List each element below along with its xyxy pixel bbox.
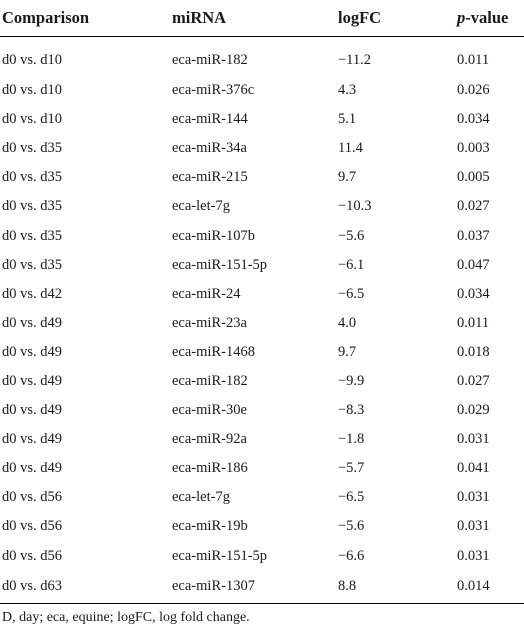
cell-mirna: eca-miR-151-5p: [172, 256, 268, 273]
cell-comparison: d0 vs. d56: [2, 489, 63, 506]
cell-mirna: eca-miR-376c: [172, 82, 255, 99]
cell-mirna: eca-miR-24: [172, 285, 241, 302]
cell-pvalue: 0.031: [457, 431, 490, 448]
table-row: [0, 512, 524, 541]
cell-comparison: d0 vs. d49: [2, 431, 63, 448]
cell-comparison: d0 vs. d56: [2, 518, 63, 535]
cell-mirna: eca-miR-1468: [172, 343, 255, 360]
cell-mirna: eca-miR-182: [172, 372, 248, 389]
cell-logfc: −11.2: [338, 52, 372, 68]
cell-pvalue: 0.011: [457, 314, 490, 331]
table-row: [0, 396, 524, 425]
cell-mirna: eca-let-7g: [172, 198, 230, 215]
header-logfc: logFC: [338, 0, 457, 37]
cell-logfc: −5.6: [338, 227, 365, 244]
cell-mirna: eca-miR-107b: [172, 227, 255, 244]
cell-logfc: −10.3: [338, 198, 372, 215]
table-row: [0, 76, 524, 105]
cell-comparison: d0 vs. d10: [2, 111, 63, 128]
cell-pvalue: 0.034: [457, 111, 490, 128]
header-pvalue-rest: -value: [465, 8, 509, 27]
cell-mirna: eca-miR-23a: [172, 314, 247, 331]
cell-pvalue: 0.003: [457, 140, 490, 157]
cell-pvalue: 0.041: [457, 460, 490, 477]
cell-logfc: −6.6: [338, 547, 365, 564]
cell-logfc: 5.1: [338, 111, 357, 128]
cell-pvalue: 0.027: [457, 198, 490, 215]
cell-logfc: 11.4: [338, 140, 363, 157]
cell-pvalue: 0.026: [457, 82, 490, 99]
cell-logfc: −5.7: [338, 460, 365, 477]
table-row: [0, 454, 524, 483]
cell-comparison: d0 vs. d49: [2, 372, 63, 389]
header-mirna: miRNA: [172, 0, 338, 37]
cell-pvalue: 0.034: [457, 285, 490, 302]
cell-comparison: d0 vs. d10: [2, 52, 63, 68]
cell-mirna: eca-miR-30e: [172, 402, 247, 419]
cell-mirna: eca-miR-215: [172, 169, 248, 186]
table-row: [0, 425, 524, 454]
cell-mirna: eca-miR-182: [172, 52, 248, 68]
cell-logfc: −8.3: [338, 402, 365, 419]
table-row: [0, 309, 524, 338]
cell-pvalue: 0.037: [457, 227, 490, 244]
cell-comparison: d0 vs. d49: [2, 402, 63, 419]
cell-comparison: d0 vs. d35: [2, 227, 63, 244]
cell-pvalue: 0.031: [457, 518, 490, 535]
table-footnote: D, day; eca, equine; logFC, log fold change.: [2, 610, 250, 625]
cell-mirna: eca-miR-92a: [172, 431, 247, 448]
table-row: [0, 338, 524, 367]
table-row: [0, 367, 524, 396]
cell-comparison: d0 vs. d56: [2, 547, 63, 564]
cell-pvalue: 0.029: [457, 402, 490, 419]
table-header: [0, 0, 524, 37]
cell-logfc: −9.9: [338, 372, 365, 389]
cell-pvalue: 0.014: [457, 571, 524, 604]
cell-logfc: −6.5: [338, 489, 365, 506]
cell-comparison: d0 vs. d42: [2, 285, 63, 302]
cell-pvalue: 0.031: [457, 547, 490, 564]
cell-logfc: 9.7: [338, 169, 357, 186]
cell-logfc: 9.7: [338, 343, 357, 360]
header-pvalue-p: p: [457, 8, 466, 27]
table-row: [0, 192, 524, 221]
cell-mirna: eca-miR-186: [172, 460, 248, 477]
cell-comparison: d0 vs. d35: [2, 256, 63, 273]
cell-pvalue: 0.047: [457, 256, 490, 273]
cell-pvalue: 0.011: [457, 52, 490, 68]
cell-pvalue: 0.031: [457, 489, 490, 506]
table-row: [0, 163, 524, 192]
table-row: [0, 105, 524, 134]
cell-comparison: d0 vs. d49: [2, 343, 63, 360]
cell-comparison: d0 vs. d49: [2, 314, 63, 331]
table-body: [0, 37, 524, 604]
cell-pvalue: 0.027: [457, 372, 490, 389]
table-row: [0, 571, 524, 604]
table-row: [0, 251, 524, 280]
header-pvalue: [457, 0, 524, 37]
cell-comparison: d0 vs. d35: [2, 140, 63, 157]
cell-logfc: −6.1: [338, 256, 365, 273]
header-row: [0, 0, 524, 37]
cell-mirna: eca-miR-144: [172, 111, 248, 128]
cell-logfc: 4.3: [338, 82, 357, 99]
cell-logfc: −1.8: [338, 431, 365, 448]
cell-mirna: eca-miR-1307: [172, 571, 338, 604]
cell-comparison: d0 vs. d35: [2, 198, 63, 215]
cell-logfc: −6.5: [338, 285, 365, 302]
table-row: [0, 542, 524, 571]
cell-logfc: 4.0: [338, 314, 357, 331]
cell-mirna: eca-miR-151-5p: [172, 547, 268, 564]
table-row: [0, 37, 524, 77]
cell-pvalue: 0.018: [457, 343, 490, 360]
cell-mirna: eca-miR-19b: [172, 518, 248, 535]
table-row: [0, 221, 524, 250]
cell-logfc: 8.8: [338, 571, 457, 604]
cell-mirna: eca-let-7g: [172, 489, 230, 506]
cell-logfc: −5.6: [338, 518, 365, 535]
cell-pvalue: 0.005: [457, 169, 490, 186]
cell-comparison: d0 vs. d63: [0, 571, 172, 604]
cell-mirna: eca-miR-34a: [172, 140, 247, 157]
table-row: [0, 483, 524, 512]
table-row: [0, 134, 524, 163]
header-comparison: Comparison: [0, 0, 172, 37]
cell-comparison: d0 vs. d10: [2, 82, 63, 99]
cell-comparison: d0 vs. d49: [2, 460, 63, 477]
table-row: [0, 280, 524, 309]
cell-comparison: d0 vs. d35: [2, 169, 63, 186]
